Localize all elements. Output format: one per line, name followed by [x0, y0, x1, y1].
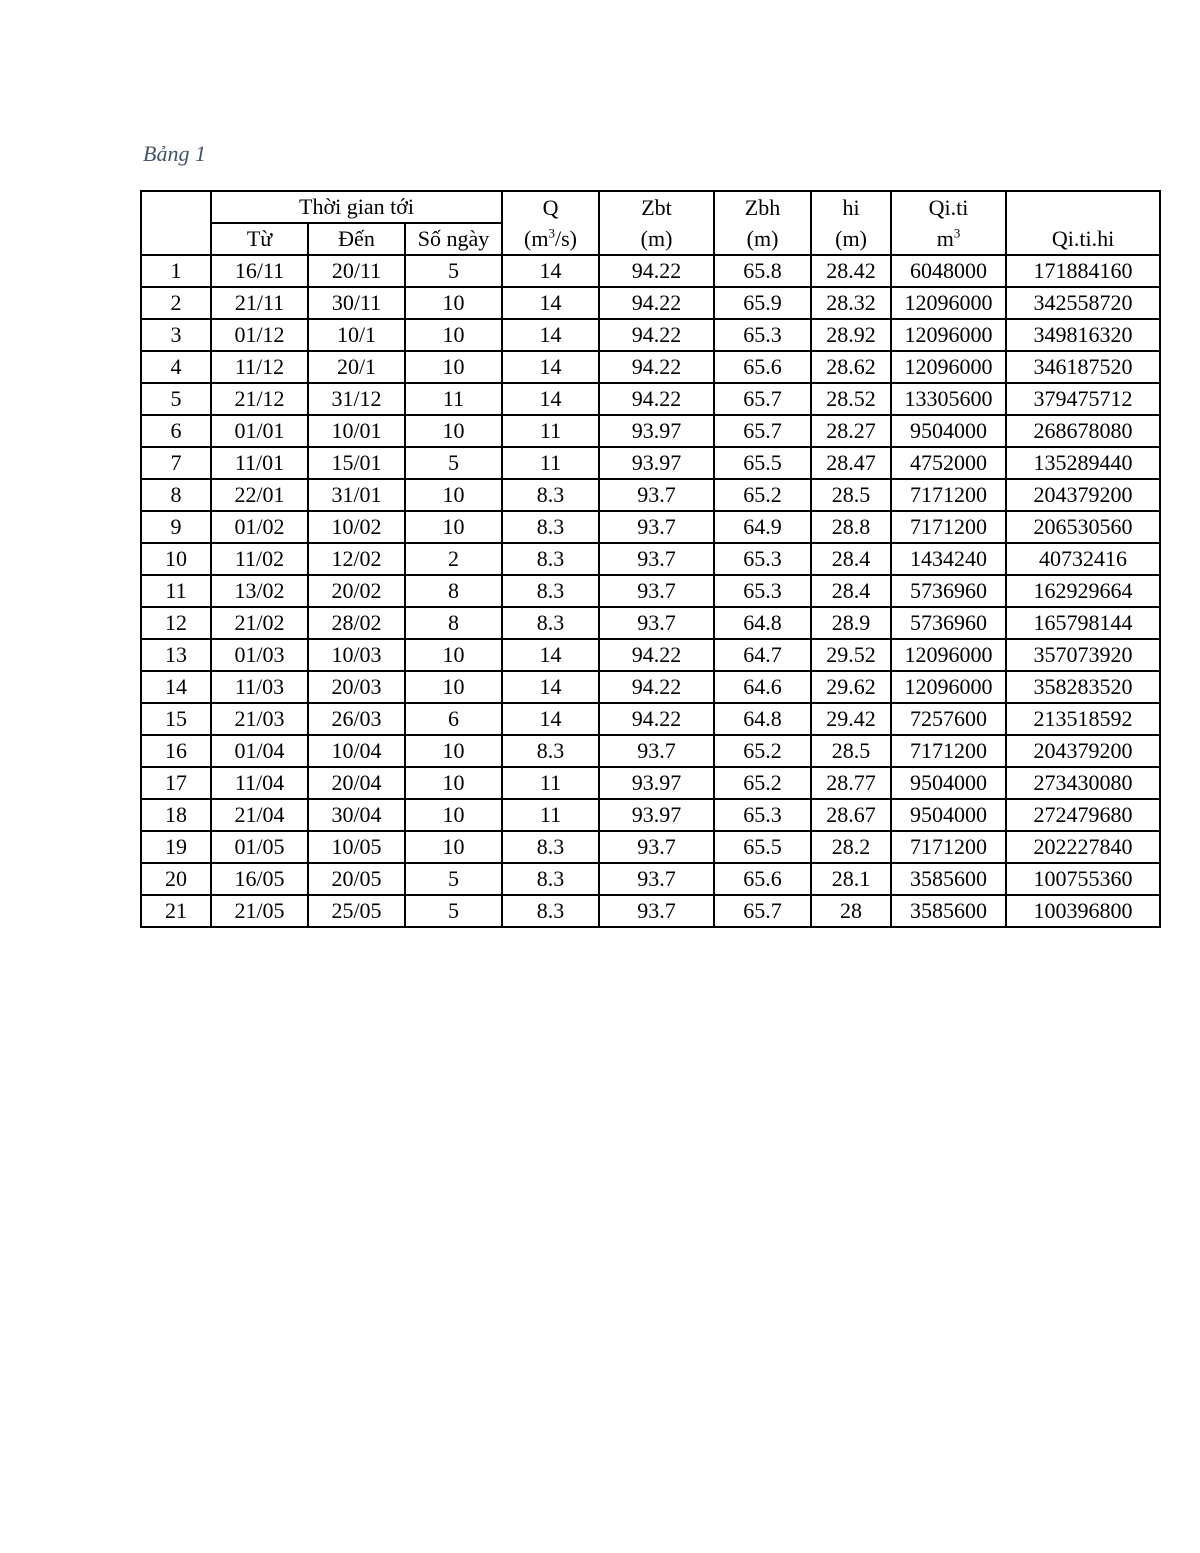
cell-from: 01/05 — [211, 831, 308, 863]
cell-zbh: 65.7 — [714, 383, 811, 415]
header-zbt: Zbt — [599, 191, 714, 223]
cell-zbt: 93.7 — [599, 895, 714, 927]
cell-hi: 28 — [811, 895, 891, 927]
cell-to: 30/11 — [308, 287, 405, 319]
cell-qitihi: 268678080 — [1006, 415, 1160, 447]
cell-hi: 28.47 — [811, 447, 891, 479]
cell-qitihi: 100396800 — [1006, 895, 1160, 927]
cell-index: 9 — [141, 511, 211, 543]
cell-to: 31/01 — [308, 479, 405, 511]
cell-days: 10 — [405, 511, 502, 543]
header-hi-unit: (m) — [811, 223, 891, 255]
cell-q: 11 — [502, 415, 599, 447]
cell-zbt: 93.7 — [599, 479, 714, 511]
cell-qiti: 7171200 — [891, 831, 1006, 863]
table-row — [141, 735, 1160, 767]
cell-from: 01/04 — [211, 735, 308, 767]
cell-from: 01/02 — [211, 511, 308, 543]
cell-days: 10 — [405, 351, 502, 383]
header-qiti-unit: $m^3$ — [891, 223, 1006, 255]
table-row — [141, 319, 1160, 351]
cell-qiti: 12096000 — [891, 287, 1006, 319]
cell-qitihi: 135289440 — [1006, 447, 1160, 479]
cell-hi: 29.62 — [811, 671, 891, 703]
cell-qiti: 12096000 — [891, 671, 1006, 703]
cell-q: 14 — [502, 287, 599, 319]
cell-q: 8.3 — [502, 607, 599, 639]
header-zbt-unit: (m) — [599, 223, 714, 255]
table-row — [141, 511, 1160, 543]
cell-from: 11/12 — [211, 351, 308, 383]
cell-hi: 28.62 — [811, 351, 891, 383]
cell-hi: 28.5 — [811, 479, 891, 511]
cell-days: 10 — [405, 287, 502, 319]
table-row — [141, 575, 1160, 607]
cell-q: 8.3 — [502, 543, 599, 575]
cell-to: 20/04 — [308, 767, 405, 799]
cell-days: 10 — [405, 415, 502, 447]
cell-q: 8.3 — [502, 511, 599, 543]
cell-from: 11/01 — [211, 447, 308, 479]
cell-to: 20/11 — [308, 255, 405, 287]
cell-qitihi: 213518592 — [1006, 703, 1160, 735]
cell-index: 13 — [141, 639, 211, 671]
table-caption: Bảng 1 — [143, 141, 206, 166]
cell-zbh: 64.6 — [714, 671, 811, 703]
cell-from: 21/12 — [211, 383, 308, 415]
header-time-group: Thời gian tới — [211, 191, 502, 223]
cell-index: 19 — [141, 831, 211, 863]
cell-qiti: 3585600 — [891, 863, 1006, 895]
cell-zbh: 65.3 — [714, 543, 811, 575]
cell-to: 10/1 — [308, 319, 405, 351]
cell-days: 5 — [405, 895, 502, 927]
cell-days: 8 — [405, 607, 502, 639]
cell-from: 21/02 — [211, 607, 308, 639]
cell-to: 12/02 — [308, 543, 405, 575]
cell-days: 5 — [405, 863, 502, 895]
cell-zbh: 65.9 — [714, 287, 811, 319]
cell-qitihi: 40732416 — [1006, 543, 1160, 575]
cell-q: 14 — [502, 319, 599, 351]
cell-days: 5 — [405, 255, 502, 287]
cell-to: 31/12 — [308, 383, 405, 415]
cell-qiti: 5736960 — [891, 607, 1006, 639]
cell-zbt: 93.7 — [599, 735, 714, 767]
cell-zbh: 65.5 — [714, 447, 811, 479]
cell-index: 5 — [141, 383, 211, 415]
cell-zbt: 94.22 — [599, 703, 714, 735]
table-header — [141, 191, 1160, 255]
header-days: Số ngày — [405, 223, 502, 255]
cell-from: 01/12 — [211, 319, 308, 351]
cell-days: 10 — [405, 639, 502, 671]
cell-qiti: 4752000 — [891, 447, 1006, 479]
cell-q: 14 — [502, 351, 599, 383]
cell-zbh: 65.8 — [714, 255, 811, 287]
cell-zbh: 65.3 — [714, 575, 811, 607]
cell-q: 11 — [502, 767, 599, 799]
cell-days: 10 — [405, 319, 502, 351]
table-row — [141, 831, 1160, 863]
cell-to: 10/05 — [308, 831, 405, 863]
cell-hi: 28.4 — [811, 575, 891, 607]
cell-zbt: 94.22 — [599, 351, 714, 383]
cell-to: 25/05 — [308, 895, 405, 927]
cell-qitihi: 379475712 — [1006, 383, 1160, 415]
header-index — [141, 191, 211, 255]
cell-days: 11 — [405, 383, 502, 415]
table-row — [141, 607, 1160, 639]
cell-to: 10/03 — [308, 639, 405, 671]
cell-qitihi: 272479680 — [1006, 799, 1160, 831]
cell-qiti: 7257600 — [891, 703, 1006, 735]
cell-days: 10 — [405, 799, 502, 831]
cell-index: 12 — [141, 607, 211, 639]
cell-to: 30/04 — [308, 799, 405, 831]
cell-q: 11 — [502, 447, 599, 479]
cell-hi: 28.52 — [811, 383, 891, 415]
cell-zbh: 65.6 — [714, 351, 811, 383]
table-row — [141, 351, 1160, 383]
cell-from: 21/04 — [211, 799, 308, 831]
table-row — [141, 479, 1160, 511]
cell-qiti: 12096000 — [891, 351, 1006, 383]
header-qiti: Qi.ti — [891, 191, 1006, 223]
table-row — [141, 255, 1160, 287]
cell-qiti: 1434240 — [891, 543, 1006, 575]
cell-qitihi: 342558720 — [1006, 287, 1160, 319]
table-row — [141, 287, 1160, 319]
cell-hi: 28.4 — [811, 543, 891, 575]
cell-qitihi: 346187520 — [1006, 351, 1160, 383]
header-q: Q — [502, 191, 599, 223]
cell-q: 14 — [502, 639, 599, 671]
cell-qiti: 9504000 — [891, 415, 1006, 447]
cell-zbt: 93.97 — [599, 767, 714, 799]
cell-zbt: 94.22 — [599, 671, 714, 703]
cell-zbh: 65.7 — [714, 415, 811, 447]
header-hi: hi — [811, 191, 891, 223]
cell-q: 14 — [502, 671, 599, 703]
cell-days: 5 — [405, 447, 502, 479]
cell-from: 16/05 — [211, 863, 308, 895]
cell-qiti: 7171200 — [891, 479, 1006, 511]
cell-qitihi: 357073920 — [1006, 639, 1160, 671]
cell-days: 6 — [405, 703, 502, 735]
cell-qiti: 3585600 — [891, 895, 1006, 927]
cell-zbt: 93.97 — [599, 447, 714, 479]
cell-qitihi: 202227840 — [1006, 831, 1160, 863]
cell-qiti: 7171200 — [891, 735, 1006, 767]
data-table — [140, 190, 1161, 928]
cell-qiti: 12096000 — [891, 639, 1006, 671]
cell-index: 17 — [141, 767, 211, 799]
cell-zbh: 65.7 — [714, 895, 811, 927]
cell-index: 2 — [141, 287, 211, 319]
cell-to: 10/02 — [308, 511, 405, 543]
cell-qitihi: 165798144 — [1006, 607, 1160, 639]
cell-zbh: 64.8 — [714, 703, 811, 735]
cell-index: 3 — [141, 319, 211, 351]
table-row — [141, 415, 1160, 447]
cell-q: 8.3 — [502, 735, 599, 767]
cell-zbt: 94.22 — [599, 383, 714, 415]
cell-zbt: 94.22 — [599, 287, 714, 319]
cell-qiti: 9504000 — [891, 767, 1006, 799]
cell-hi: 28.32 — [811, 287, 891, 319]
header-zbh-unit: (m) — [714, 223, 811, 255]
cell-index: 20 — [141, 863, 211, 895]
cell-zbt: 93.7 — [599, 831, 714, 863]
cell-zbh: 65.2 — [714, 767, 811, 799]
header-to: Đến — [308, 223, 405, 255]
cell-zbh: 65.3 — [714, 799, 811, 831]
cell-qiti: 5736960 — [891, 575, 1006, 607]
cell-hi: 29.52 — [811, 639, 891, 671]
cell-from: 01/01 — [211, 415, 308, 447]
cell-qiti: 9504000 — [891, 799, 1006, 831]
cell-days: 10 — [405, 735, 502, 767]
cell-zbt: 94.22 — [599, 639, 714, 671]
table-row — [141, 383, 1160, 415]
cell-index: 18 — [141, 799, 211, 831]
cell-index: 4 — [141, 351, 211, 383]
table-row — [141, 703, 1160, 735]
cell-qitihi: 204379200 — [1006, 479, 1160, 511]
cell-days: 10 — [405, 671, 502, 703]
cell-qitihi: 358283520 — [1006, 671, 1160, 703]
cell-qiti: 12096000 — [891, 319, 1006, 351]
cell-hi: 28.2 — [811, 831, 891, 863]
cell-zbt: 93.97 — [599, 799, 714, 831]
cell-qiti: 7171200 — [891, 511, 1006, 543]
cell-hi: 28.67 — [811, 799, 891, 831]
cell-q: 8.3 — [502, 479, 599, 511]
header-q-unit: $(m^3/s)$ — [502, 223, 599, 255]
cell-zbt: 93.97 — [599, 415, 714, 447]
cell-zbh: 65.2 — [714, 479, 811, 511]
cell-q: 14 — [502, 255, 599, 287]
cell-to: 20/1 — [308, 351, 405, 383]
cell-zbt: 93.7 — [599, 575, 714, 607]
cell-qiti: 6048000 — [891, 255, 1006, 287]
cell-index: 7 — [141, 447, 211, 479]
cell-zbh: 65.6 — [714, 863, 811, 895]
header-from: Từ — [211, 223, 308, 255]
cell-q: 11 — [502, 799, 599, 831]
cell-zbt: 94.22 — [599, 255, 714, 287]
cell-to: 20/02 — [308, 575, 405, 607]
cell-q: 14 — [502, 383, 599, 415]
cell-to: 20/05 — [308, 863, 405, 895]
cell-hi: 28.5 — [811, 735, 891, 767]
cell-index: 6 — [141, 415, 211, 447]
cell-from: 11/02 — [211, 543, 308, 575]
table-body — [141, 255, 1160, 927]
cell-to: 10/01 — [308, 415, 405, 447]
cell-index: 8 — [141, 479, 211, 511]
cell-q: 8.3 — [502, 895, 599, 927]
cell-zbt: 94.22 — [599, 319, 714, 351]
cell-to: 10/04 — [308, 735, 405, 767]
cell-qitihi: 206530560 — [1006, 511, 1160, 543]
cell-from: 21/11 — [211, 287, 308, 319]
cell-to: 28/02 — [308, 607, 405, 639]
cell-q: 8.3 — [502, 575, 599, 607]
cell-from: 01/03 — [211, 639, 308, 671]
cell-index: 14 — [141, 671, 211, 703]
cell-days: 8 — [405, 575, 502, 607]
cell-qitihi: 162929664 — [1006, 575, 1160, 607]
table-row — [141, 639, 1160, 671]
cell-hi: 29.42 — [811, 703, 891, 735]
header-qitihi-top — [1006, 191, 1160, 223]
cell-hi: 28.92 — [811, 319, 891, 351]
table-row — [141, 863, 1160, 895]
cell-hi: 28.42 — [811, 255, 891, 287]
cell-qitihi: 273430080 — [1006, 767, 1160, 799]
cell-zbh: 65.5 — [714, 831, 811, 863]
cell-index: 1 — [141, 255, 211, 287]
cell-hi: 28.8 — [811, 511, 891, 543]
cell-days: 2 — [405, 543, 502, 575]
cell-zbh: 65.2 — [714, 735, 811, 767]
cell-hi: 28.1 — [811, 863, 891, 895]
table-row — [141, 895, 1160, 927]
table-row — [141, 799, 1160, 831]
table-row — [141, 543, 1160, 575]
cell-zbt: 93.7 — [599, 863, 714, 895]
cell-qitihi: 171884160 — [1006, 255, 1160, 287]
cell-days: 10 — [405, 831, 502, 863]
cell-hi: 28.77 — [811, 767, 891, 799]
header-zbh: Zbh — [714, 191, 811, 223]
cell-hi: 28.9 — [811, 607, 891, 639]
cell-index: 11 — [141, 575, 211, 607]
cell-from: 22/01 — [211, 479, 308, 511]
cell-zbh: 64.7 — [714, 639, 811, 671]
cell-index: 15 — [141, 703, 211, 735]
cell-from: 21/03 — [211, 703, 308, 735]
cell-to: 26/03 — [308, 703, 405, 735]
cell-index: 16 — [141, 735, 211, 767]
cell-zbt: 93.7 — [599, 511, 714, 543]
cell-from: 11/04 — [211, 767, 308, 799]
cell-q: 14 — [502, 703, 599, 735]
cell-index: 10 — [141, 543, 211, 575]
table-row — [141, 671, 1160, 703]
cell-to: 20/03 — [308, 671, 405, 703]
cell-qitihi: 100755360 — [1006, 863, 1160, 895]
cell-from: 16/11 — [211, 255, 308, 287]
cell-to: 15/01 — [308, 447, 405, 479]
cell-zbh: 64.9 — [714, 511, 811, 543]
cell-q: 8.3 — [502, 863, 599, 895]
cell-zbh: 64.8 — [714, 607, 811, 639]
cell-from: 21/05 — [211, 895, 308, 927]
cell-days: 10 — [405, 767, 502, 799]
cell-zbt: 93.7 — [599, 543, 714, 575]
cell-zbt: 93.7 — [599, 607, 714, 639]
cell-days: 10 — [405, 479, 502, 511]
table-row — [141, 447, 1160, 479]
table-row — [141, 767, 1160, 799]
header-qitihi: Qi.ti.hi — [1006, 223, 1160, 255]
cell-zbh: 65.3 — [714, 319, 811, 351]
cell-from: 11/03 — [211, 671, 308, 703]
cell-qiti: 13305600 — [891, 383, 1006, 415]
cell-qitihi: 349816320 — [1006, 319, 1160, 351]
cell-index: 21 — [141, 895, 211, 927]
cell-q: 8.3 — [502, 831, 599, 863]
cell-qitihi: 204379200 — [1006, 735, 1160, 767]
cell-from: 13/02 — [211, 575, 308, 607]
cell-hi: 28.27 — [811, 415, 891, 447]
